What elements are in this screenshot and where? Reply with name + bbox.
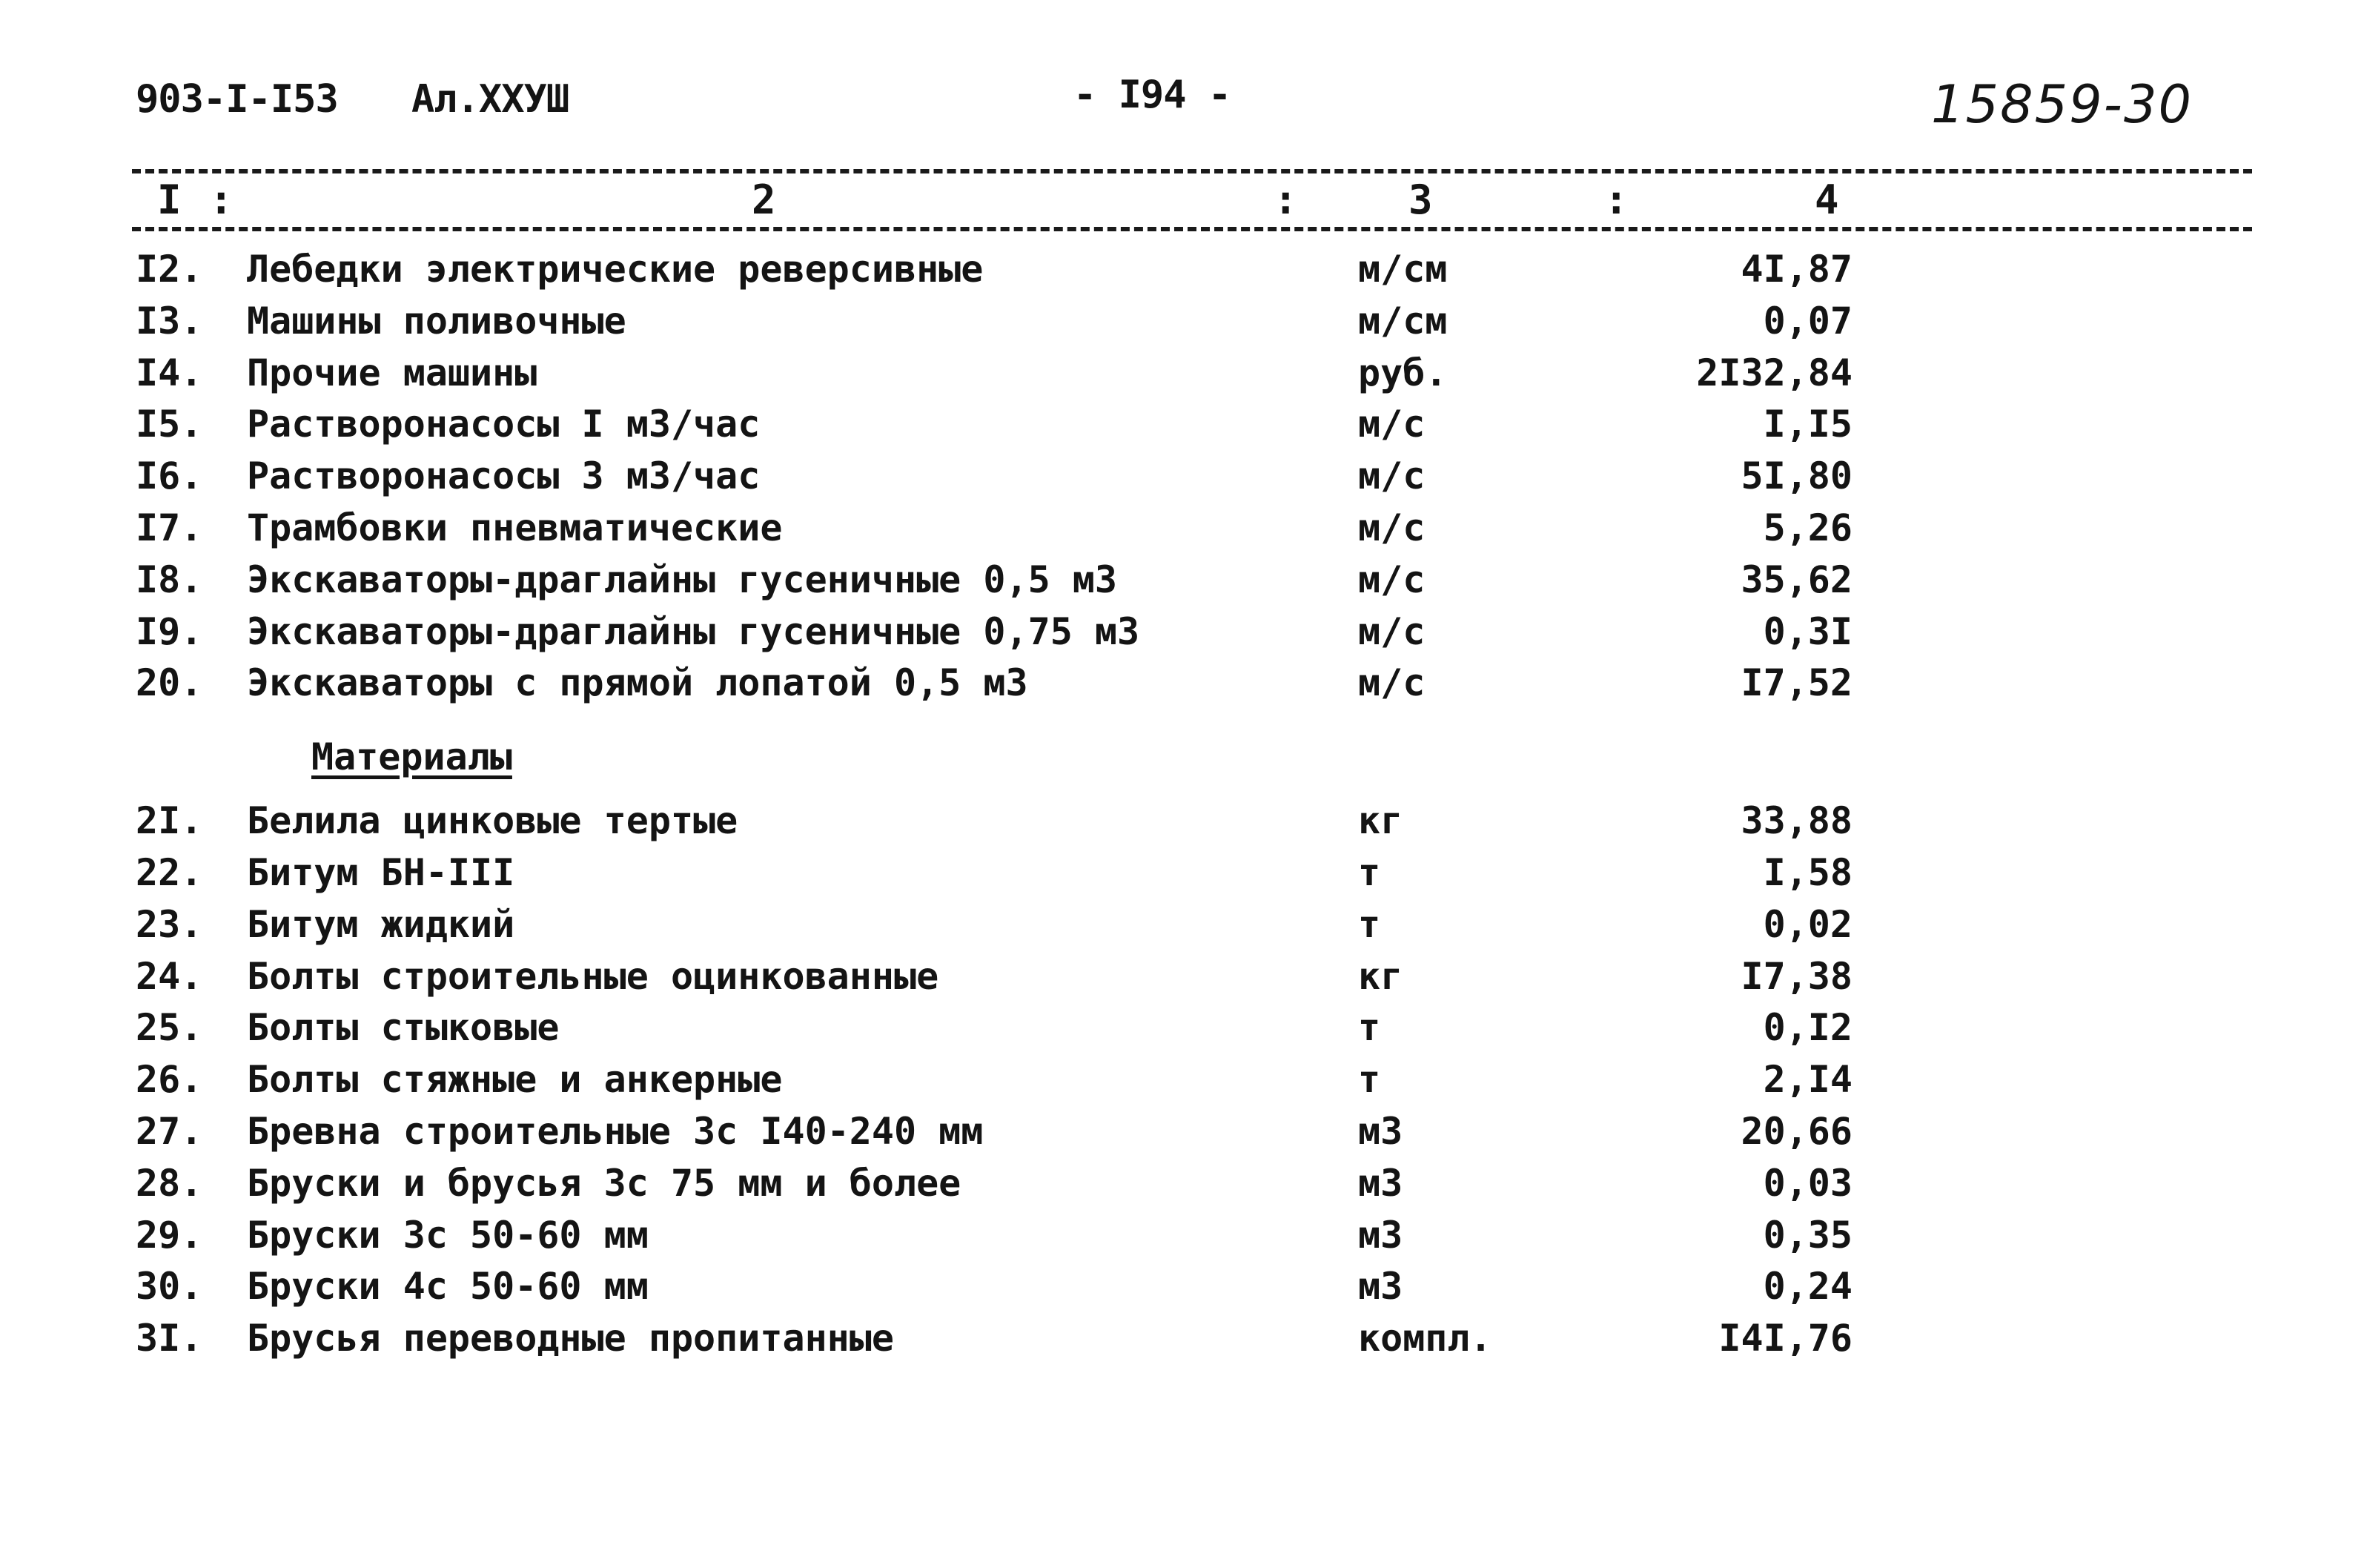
table-row — [0, 300, 2364, 351]
row-number: 3I. — [136, 1317, 203, 1360]
row-name: Болты стяжные и анкерные — [247, 1058, 783, 1102]
row-unit: т — [1358, 1058, 1381, 1102]
table-row — [0, 661, 2364, 713]
row-number: 26. — [136, 1058, 203, 1102]
row-number: I7. — [136, 506, 203, 549]
row-value: 2,I4 — [1763, 1058, 1853, 1102]
row-value: 5,26 — [1763, 506, 1853, 549]
handwritten-stamp-number: 15859-30 — [1931, 74, 2194, 135]
column-header-2: 2 — [752, 176, 776, 223]
column-separator: : — [1274, 176, 1298, 223]
row-unit: т — [1358, 1006, 1381, 1050]
row-value: 0,03 — [1763, 1161, 1853, 1205]
column-header-4: 4 — [1815, 176, 1839, 223]
row-value: I7,38 — [1741, 954, 1853, 998]
row-value: 5I,80 — [1741, 454, 1853, 498]
row-name: Болты строительные оцинкованные — [247, 954, 939, 998]
section-title: Материалы — [311, 735, 512, 779]
row-unit: м/с — [1358, 661, 1426, 705]
row-value: 0,3I — [1763, 609, 1853, 653]
row-unit: кг — [1358, 954, 1403, 998]
row-value: 4I,87 — [1741, 248, 1853, 291]
row-name: Белила цинковые тертые — [247, 799, 738, 843]
row-number: 22. — [136, 850, 203, 894]
table-row — [0, 1162, 2364, 1214]
row-unit: м3 — [1358, 1213, 1403, 1257]
row-number: 23. — [136, 902, 203, 946]
column-separator: : — [1604, 176, 1629, 223]
row-unit: т — [1358, 850, 1381, 894]
row-unit: м/с — [1358, 454, 1426, 498]
row-name: Бревна строительные 3с I40-240 мм — [247, 1109, 984, 1153]
row-number: 30. — [136, 1265, 203, 1309]
row-name: Болты стыковые — [247, 1006, 560, 1050]
row-value: 20,66 — [1741, 1109, 1853, 1153]
row-unit: м/с — [1358, 403, 1426, 446]
row-value: 0,02 — [1763, 902, 1853, 946]
row-number: 25. — [136, 1006, 203, 1050]
table-row — [0, 351, 2364, 403]
section-heading — [0, 713, 2364, 799]
row-unit: м/с — [1358, 558, 1426, 601]
row-unit: м/с — [1358, 506, 1426, 549]
row-number: I6. — [136, 454, 203, 498]
row-value: 0,35 — [1763, 1213, 1853, 1257]
row-name: Бруски и брусья 3с 75 мм и более — [247, 1161, 961, 1205]
row-name: Растворонасосы I м3/час — [247, 403, 761, 446]
column-separator: : — [209, 176, 234, 223]
row-number: I3. — [136, 299, 203, 343]
row-number: I9. — [136, 609, 203, 653]
table-row — [0, 1058, 2364, 1110]
row-value: I4I,76 — [1718, 1317, 1853, 1360]
table-row — [0, 403, 2364, 454]
row-number: I8. — [136, 558, 203, 601]
column-header-1: I — [157, 176, 182, 223]
row-name: Экскаваторы с прямой лопатой 0,5 м3 — [247, 661, 1028, 705]
row-name: Экскаваторы-драглайны гусеничные 0,5 м3 — [247, 558, 1117, 601]
document-code: 903-I-I53 — [136, 77, 338, 122]
resource-table — [0, 248, 2364, 1369]
row-unit: м3 — [1358, 1265, 1403, 1309]
table-row — [0, 558, 2364, 610]
row-name: Битум жидкий — [247, 902, 515, 946]
table-row — [0, 248, 2364, 300]
row-number: 29. — [136, 1213, 203, 1257]
row-number: 28. — [136, 1161, 203, 1205]
page-number: - I94 - — [1073, 73, 1231, 117]
row-name: Бруски 4с 50-60 мм — [247, 1265, 649, 1309]
column-header-3: 3 — [1408, 176, 1433, 223]
table-row — [0, 851, 2364, 903]
row-name: Растворонасосы 3 м3/час — [247, 454, 761, 498]
row-number: 27. — [136, 1109, 203, 1153]
row-value: 33,88 — [1741, 799, 1853, 843]
row-number: 20. — [136, 661, 203, 705]
row-name: Бруски 3с 50-60 мм — [247, 1213, 649, 1257]
table-row — [0, 1006, 2364, 1058]
album-number: Ал.XXУШ — [411, 77, 569, 122]
row-name: Лебедки электрические реверсивные — [247, 248, 984, 291]
row-unit: т — [1358, 902, 1381, 946]
row-unit: м/см — [1358, 248, 1448, 291]
row-unit: кг — [1358, 799, 1403, 843]
row-value: I,58 — [1763, 850, 1853, 894]
table-row — [0, 610, 2364, 662]
row-number: I2. — [136, 248, 203, 291]
row-value: I7,52 — [1741, 661, 1853, 705]
table-row — [0, 1214, 2364, 1266]
row-name: Битум БН-III — [247, 850, 515, 894]
table-row — [0, 799, 2364, 851]
row-number: 2I. — [136, 799, 203, 843]
row-name: Трамбовки пневматические — [247, 506, 783, 549]
row-number: I5. — [136, 403, 203, 446]
row-unit: компл. — [1358, 1317, 1492, 1360]
table-row — [0, 1110, 2364, 1162]
row-value: 0,I2 — [1763, 1006, 1853, 1050]
row-value: 0,07 — [1763, 299, 1853, 343]
row-unit: м/с — [1358, 609, 1426, 653]
table-row — [0, 903, 2364, 955]
row-value: I,I5 — [1763, 403, 1853, 446]
row-unit: м3 — [1358, 1109, 1403, 1153]
row-name: Экскаваторы-драглайны гусеничные 0,75 м3 — [247, 609, 1140, 653]
row-value: 2I32,84 — [1696, 351, 1853, 394]
row-value: 35,62 — [1741, 558, 1853, 601]
table-row — [0, 1317, 2364, 1369]
row-name: Машины поливочные — [247, 299, 626, 343]
row-name: Брусья переводные пропитанные — [247, 1317, 894, 1360]
row-unit: м/см — [1358, 299, 1448, 343]
table-row — [0, 506, 2364, 558]
row-number: I4. — [136, 351, 203, 394]
table-row — [0, 1265, 2364, 1317]
table-row — [0, 454, 2364, 506]
row-unit: м3 — [1358, 1161, 1403, 1205]
table-top-dashed-rule — [132, 169, 2252, 173]
row-unit: руб. — [1358, 351, 1448, 394]
row-number: 24. — [136, 954, 203, 998]
row-value: 0,24 — [1763, 1265, 1853, 1309]
table-header-dashed-rule — [132, 227, 2252, 231]
table-row — [0, 955, 2364, 1007]
row-name: Прочие машины — [247, 351, 537, 394]
